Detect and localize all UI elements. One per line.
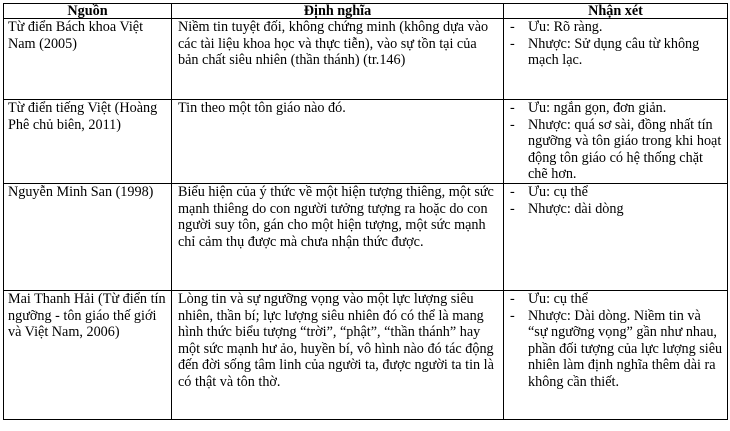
remark-item	[508, 100, 723, 117]
source-cell: Mai Thanh Hải (Từ điển tín ngưỡng - tôn giáo thế giới và Việt Nam, 2006)	[4, 290, 172, 419]
remarks-cell	[504, 100, 728, 184]
remark-text: Nhược: Sử dụng câu từ không mạch lạc.	[528, 35, 700, 69]
remark-item	[508, 291, 723, 308]
source-cell: Nguyễn Minh San (1998)	[4, 183, 172, 290]
remark-text: Nhược: dài dòng	[528, 200, 624, 217]
table-row	[4, 19, 728, 100]
definition-cell: Biểu hiện của ý thức về một hiện tượng thiêng, một sức mạnh thiêng do con người tưởng tượng ra hoặc do con người suy tôn, gán cho một hiện tượng, một sức mạnh chỉ cảm thụ được mà chưa nhận thức được.	[172, 183, 504, 290]
remark-text: Ưu: cụ thể	[528, 290, 588, 307]
header-source: Nguồn	[4, 4, 172, 19]
list-dash: -	[510, 100, 515, 116]
list-dash: -	[510, 183, 515, 200]
remark-item	[508, 308, 723, 391]
remark-text: Ưu: Rõ ràng.	[528, 19, 603, 35]
list-dash: -	[510, 200, 515, 217]
table-row	[4, 290, 728, 419]
remark-item	[508, 117, 723, 183]
remark-text: Ưu: cụ thể	[528, 183, 588, 200]
header-remarks: Nhận xét	[504, 4, 728, 19]
definition-cell: Tin theo một tôn giáo nào đó.	[172, 100, 504, 184]
list-dash: -	[510, 307, 515, 324]
remarks-list	[508, 184, 723, 217]
remarks-cell	[504, 290, 728, 419]
remark-text: Nhược: quá sơ sài, đồng nhất tín ngưỡng và tôn giáo trong khi hoạt động tôn giáo có hệ thống chặt chẽ hơn.	[528, 116, 722, 183]
source-cell: Từ điển tiếng Việt (Hoàng Phê chủ biên, 2011)	[4, 100, 172, 184]
list-dash: -	[510, 290, 515, 307]
table-row	[4, 100, 728, 184]
remarks-cell	[504, 19, 728, 100]
remark-item	[508, 19, 723, 36]
remark-text: Ưu: ngắn gọn, đơn giản.	[528, 100, 667, 116]
remark-item	[508, 201, 723, 218]
table-row	[4, 183, 728, 290]
remarks-list	[508, 100, 723, 183]
definition-cell: Niềm tin tuyệt đối, không chứng minh (không dựa vào các tài liệu khoa học và thực tiễn), vào sự tồn tại của bản chất siêu nhiên (thần thánh) (tr.146)	[172, 19, 504, 100]
table-header-row	[4, 4, 728, 19]
list-dash: -	[510, 19, 515, 35]
source-cell: Từ điển Bách khoa Việt Nam (2005)	[4, 19, 172, 100]
remark-text: Nhược: Dài dòng. Niềm tin và “sự ngưỡng vọng” gần như nhau, phần đối tượng của lực lượng siêu nhiên làm định nghĩa thêm dài ra không cần thiết.	[528, 307, 723, 390]
remark-item	[508, 36, 723, 69]
definitions-table	[3, 3, 728, 420]
remarks-cell	[504, 183, 728, 290]
list-dash: -	[510, 35, 515, 52]
remark-item	[508, 184, 723, 201]
remarks-list	[508, 291, 723, 391]
remarks-list	[508, 19, 723, 69]
definition-cell: Lòng tin và sự ngưỡng vọng vào một lực lượng siêu nhiên, thần bí; lực lượng siêu nhiên đó có thể là mang hình thức biểu tượng “trời”, “phật”, “thần thánh” hay một sức mạnh hư ảo, huyền bí, vô hình nào đó tác động đến đời sống tâm linh của người ta, được người ta tin là có thật và tôn thờ.	[172, 290, 504, 419]
header-definition: Định nghĩa	[172, 4, 504, 19]
list-dash: -	[510, 116, 515, 133]
